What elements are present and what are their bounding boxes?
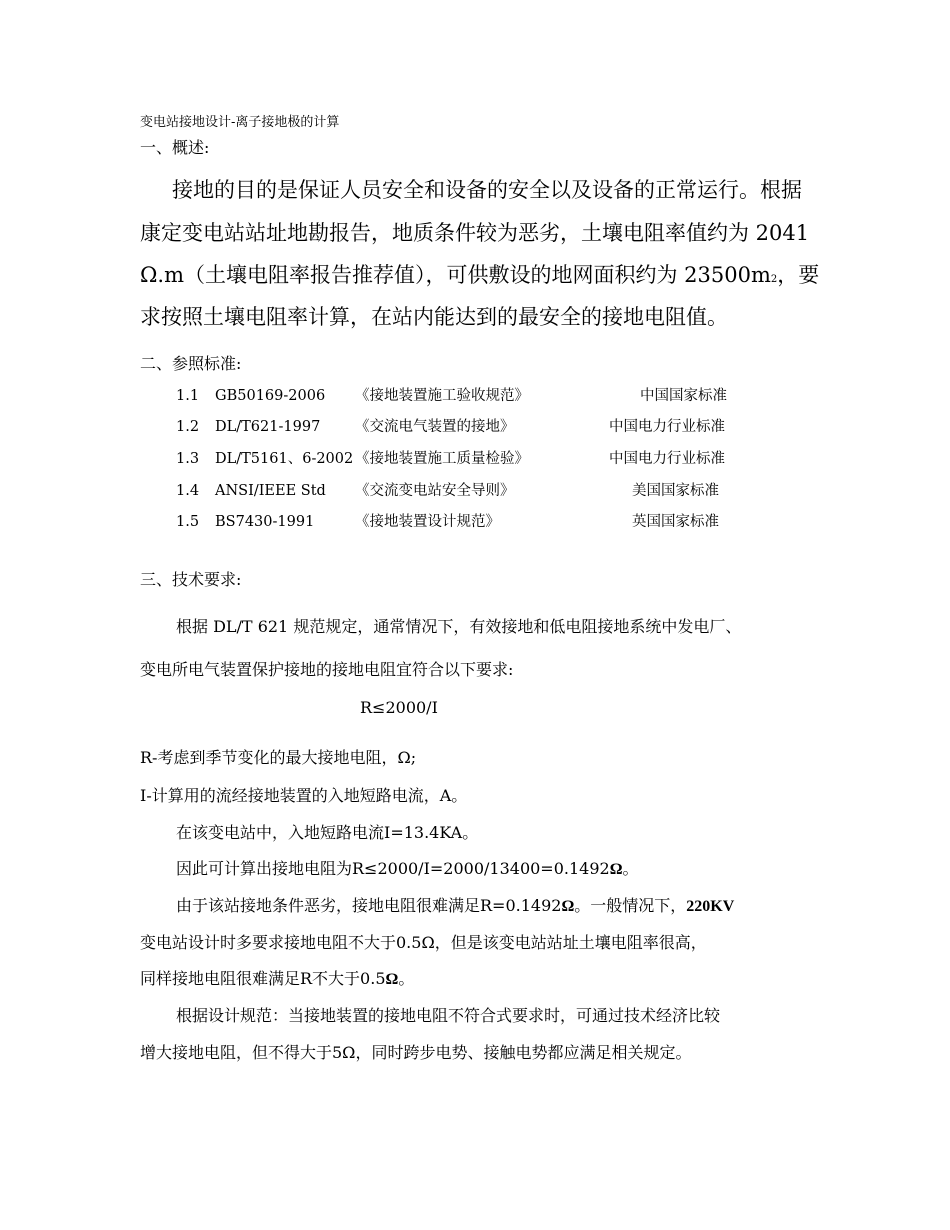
overview-line-3-tail: ，要 [777, 263, 820, 287]
difficulty-text-a: 由于该站接地条件恶劣，接地电阻很难满足R=0.1492 [176, 896, 562, 915]
standard-code: DL/T5161、6-2002 [215, 451, 354, 467]
standard-number: 1.1 [176, 388, 200, 404]
standard-org: 中国电力行业标准 [609, 419, 725, 435]
standard-number: 1.2 [176, 419, 200, 435]
design-rule-line-1: 根据设计规范：当接地装置的接地电阻不符合式要求时，可通过技术经济比较 [176, 1006, 721, 1025]
standard-number: 1.3 [176, 451, 200, 467]
standard-name: 《交流变电站安全导则》 [355, 483, 515, 499]
overview-line-2: 康定变电站站址地勘报告，地质条件较为恶劣，土壤电阻率值约为 2041 [140, 221, 810, 245]
document-title: 变电站接地设计-离子接地极的计算 [140, 115, 340, 130]
punctuation: 。 [398, 969, 415, 988]
ohm-symbol: Ω [609, 861, 623, 878]
difficulty-line-2: 变电站设计时多要求接地电阻不大于0.5Ω，但是该变电站站址土壤电阻率很高， [140, 933, 707, 952]
punctuation: 。 [622, 859, 639, 878]
standard-name: 《接地装置设计规范》 [355, 514, 500, 530]
ohm-symbol: Ω [561, 898, 575, 915]
tech-paragraph-1-line-1: 根据 DL/T 621 规范规定，通常情况下，有效接地和低电阻接地系统中发电厂、 [176, 617, 742, 636]
tech-paragraph-1-line-2: 变电所电气装置保护接地的接地电阻宜符合以下要求: [140, 660, 514, 679]
tech-heading: 三、技术要求: [140, 570, 242, 589]
resistance-calculation-text: 因此可计算出接地电阻为R≤2000/I=2000/13400=0.1492 [176, 859, 610, 878]
difficulty-text-b: 。一般情况下， [574, 896, 687, 915]
standard-number: 1.5 [176, 514, 200, 530]
ohm-symbol: Ω [385, 971, 399, 988]
overview-line-3-text: Ω.m（土壤电阻率报告推荐值），可供敷设的地网面积约为 23500 [140, 263, 751, 287]
difficulty-line-3 [140, 971, 414, 988]
short-circuit-current: 在该变电站中，入地短路电流I=13.4KA。 [176, 823, 479, 842]
standard-name: 《接地装置施工质量检验》 [355, 451, 529, 467]
difficulty-line-1 [176, 898, 734, 915]
standards-heading: 二、参照标准: [140, 354, 242, 373]
standard-code: GB50169-2006 [215, 388, 326, 404]
standard-name: 《交流电气装置的接地》 [355, 419, 515, 435]
overview-heading: 一、概述: [140, 138, 210, 157]
unit-superscript-2: 2 [770, 274, 778, 285]
difficulty-text-c: 同样接地电阻很难满足R不大于0.5 [140, 969, 386, 988]
standard-code: DL/T621-1997 [215, 419, 321, 435]
standard-org: 中国电力行业标准 [609, 451, 725, 467]
voltage-level: 220KV [686, 898, 735, 915]
standard-code: BS7430-1991 [215, 514, 315, 530]
resistance-formula: R≤2000/I [360, 698, 438, 717]
definition-i: I-计算用的流经接地装置的入地短路电流，A。 [140, 786, 468, 805]
overview-line-4: 求按照土壤电阻率计算，在站内能达到的最安全的接地电阻值。 [140, 305, 728, 329]
overview-line-3 [140, 265, 819, 286]
resistance-calculation [176, 861, 639, 878]
standard-number: 1.4 [176, 483, 200, 499]
standard-code: ANSI/IEEE Std [215, 483, 326, 499]
standard-name: 《接地装置施工验收规范》 [355, 388, 529, 404]
design-rule-line-2: 增大接地电阻，但不得大于5Ω，同时跨步电势、接触电势都应满足相关规定。 [140, 1043, 692, 1062]
standard-org: 中国国家标准 [640, 388, 727, 404]
definition-r: R-考虑到季节变化的最大接地电阻，Ω; [140, 748, 417, 767]
standard-org: 美国国家标准 [632, 483, 719, 499]
standard-org: 英国国家标准 [632, 514, 719, 530]
overview-line-1: 接地的目的是保证人员安全和设备的安全以及设备的正常运行。根据 [172, 178, 802, 202]
unit-m: m [750, 263, 771, 287]
